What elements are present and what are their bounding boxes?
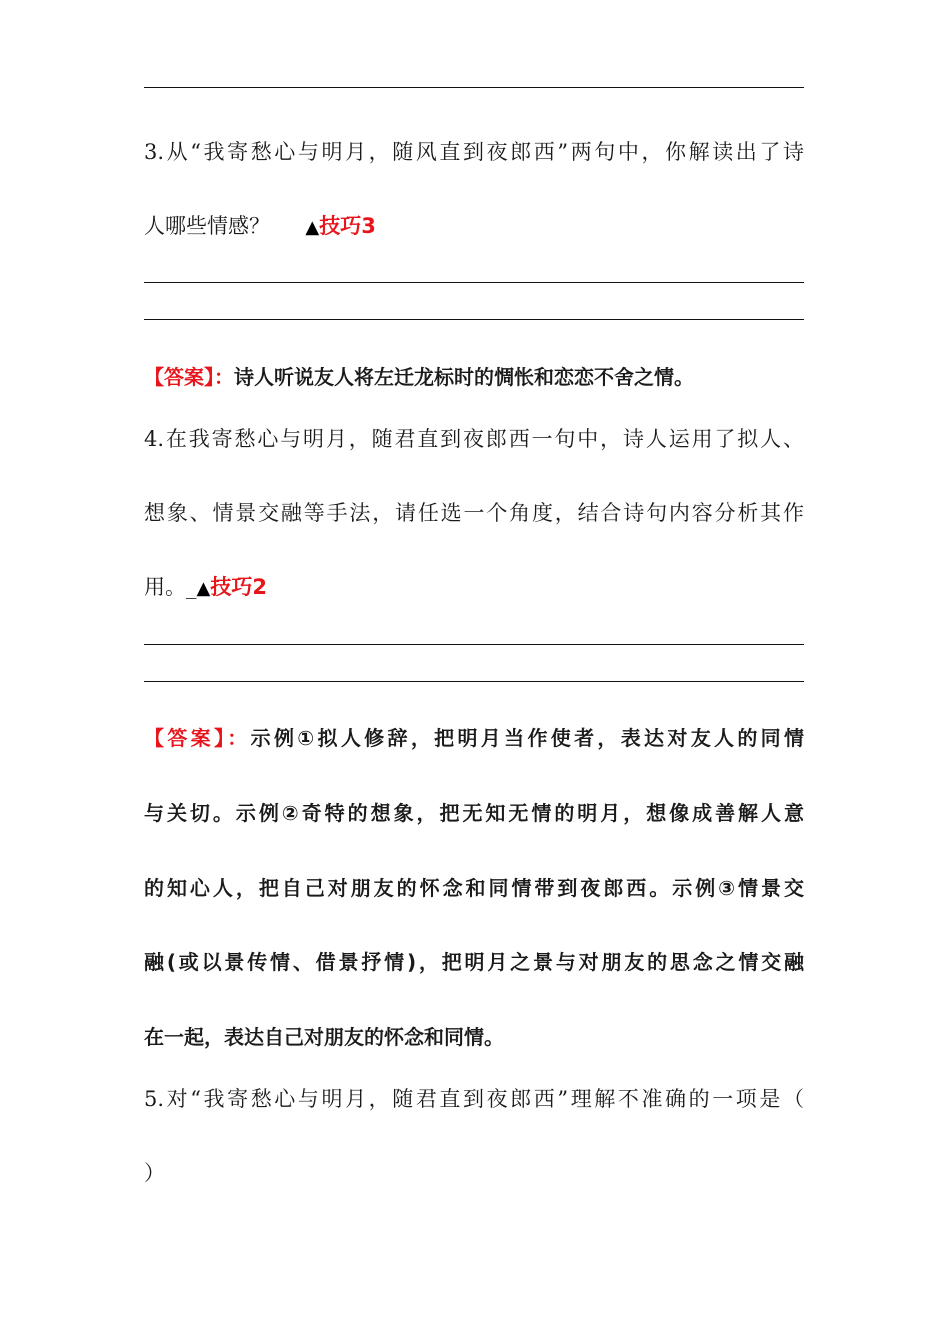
- question-3-line-2: [144, 211, 804, 241]
- answer-4-line-3: 的知心人，把自己对朋友的怀念和同情带到夜郎西。示例③情景交: [144, 876, 804, 900]
- question-4-line-2: 想象、情景交融等手法，请任选一个角度，结合诗句内容分析其作: [144, 501, 804, 525]
- triangle-icon: ▲: [305, 217, 320, 238]
- question-5-line-2: ）: [144, 1161, 165, 1185]
- answer-4-line-5: 在一起，表达自己对朋友的怀念和同情。: [144, 1025, 504, 1049]
- question-4-line-1: 4.在我寄愁心与明月，随君直到夜郎西一句中，诗人运用了拟人、: [144, 427, 804, 451]
- answer-blank-line: [144, 319, 804, 320]
- tip-label: 技巧2: [210, 575, 267, 599]
- question-4-line-3: [144, 572, 804, 602]
- answer-label: 【答案】：: [144, 726, 251, 750]
- question-4-line-3-text: 用。_: [144, 575, 197, 599]
- answer-4-line-1-text: 示例①拟人修辞，把明月当作使者，表达对友人的同情: [250, 726, 805, 750]
- tip-label: 技巧3: [319, 214, 376, 238]
- answer-3: [144, 362, 804, 392]
- answer-blank-line: [144, 681, 804, 682]
- answer-blank-line: [144, 644, 804, 645]
- answer-3-text: 诗人听说友人将左迁龙标时的惆怅和恋恋不舍之情。: [234, 365, 694, 389]
- question-3-line-1: 3.从“我寄愁心与明月，随风直到夜郎西”两句中，你解读出了诗: [144, 140, 804, 164]
- question-5-line-1: 5.对“我寄愁心与明月，随君直到夜郎西”理解不准确的一项是（: [144, 1087, 804, 1111]
- answer-4-line-1: [144, 723, 804, 753]
- triangle-icon: ▲: [196, 578, 211, 599]
- answer-label: 【答案】：: [144, 365, 234, 389]
- answer-4-line-2: 与关切。示例②奇特的想象，把无知无情的明月，想像成善解人意: [144, 801, 804, 825]
- question-3-line-2-text: 人哪些情感？: [144, 214, 270, 238]
- top-rule: [144, 87, 804, 88]
- answer-blank-line: [144, 282, 804, 283]
- answer-4-line-4: 融(或以景传情、借景抒情)，把明月之景与对朋友的思念之情交融: [144, 950, 804, 974]
